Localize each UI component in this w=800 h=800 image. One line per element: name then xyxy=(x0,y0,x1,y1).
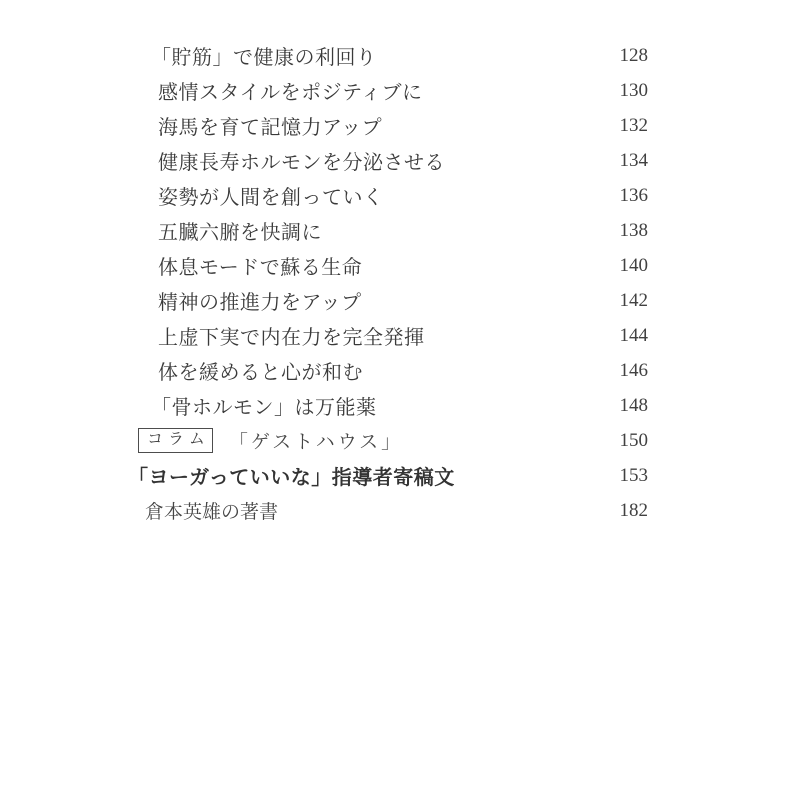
toc-entry-title-group xyxy=(138,427,403,454)
toc-entry-title: 姿勢が人間を創っていく xyxy=(158,187,384,209)
toc-entry xyxy=(128,283,648,318)
toc-entry xyxy=(128,318,648,353)
toc-entry-page-number: 148 xyxy=(619,394,648,416)
toc-entry-title: 体息モードで蘇る生命 xyxy=(158,257,363,279)
toc-entry-title: 「ヨーガっていいな」指導者寄稿文 xyxy=(128,467,455,489)
toc-entry xyxy=(128,388,648,423)
table-of-contents xyxy=(128,38,648,528)
toc-entry xyxy=(128,458,648,493)
toc-entry-title: 精神の推進力をアップ xyxy=(158,292,362,314)
toc-entry-title: 「貯筋」で健康の利回り xyxy=(151,47,377,69)
toc-entry-page-number: 153 xyxy=(619,464,648,486)
toc-entry-column xyxy=(128,423,648,458)
toc-entry-title: 海馬を育て記憶力アップ xyxy=(158,117,383,139)
toc-entry-page-number: 128 xyxy=(619,44,648,66)
toc-entry xyxy=(128,143,648,178)
toc-entry-page-number: 138 xyxy=(619,219,648,241)
toc-entry xyxy=(128,493,648,528)
toc-entry-page-number: 140 xyxy=(619,254,648,276)
toc-entry xyxy=(128,353,648,388)
toc-entry xyxy=(128,178,648,213)
toc-entry-page-number: 136 xyxy=(619,184,648,206)
toc-entry-title: 「ゲストハウス」 xyxy=(228,432,404,453)
toc-entry-title: 「骨ホルモン」は万能薬 xyxy=(151,397,377,419)
toc-entry-title: 健康長寿ホルモンを分泌させる xyxy=(158,152,445,174)
toc-entry-page-number: 142 xyxy=(619,289,648,311)
toc-entry-title: 五臓六腑を快調に xyxy=(158,222,322,244)
toc-entry xyxy=(128,73,648,108)
toc-entry-page-number: 144 xyxy=(619,324,648,346)
toc-entry-title: 体を緩めると心が和む xyxy=(158,362,363,384)
toc-entry xyxy=(128,248,648,283)
toc-entry xyxy=(128,108,648,143)
toc-entry-title: 感情スタイルをポジティブに xyxy=(158,82,423,104)
toc-entry-title: 倉本英雄の著書 xyxy=(145,502,279,523)
column-label-box: コラム xyxy=(138,428,213,453)
toc-entry-page-number: 130 xyxy=(619,79,648,101)
toc-entry-title: 上虚下実で内在力を完全発揮 xyxy=(158,327,425,349)
toc-entry-page-number: 150 xyxy=(619,429,648,451)
toc-entry xyxy=(128,38,648,73)
toc-entry xyxy=(128,213,648,248)
toc-entry-page-number: 132 xyxy=(619,114,648,136)
toc-entry-page-number: 134 xyxy=(619,149,648,171)
toc-entry-page-number: 146 xyxy=(619,359,648,381)
toc-entry-page-number: 182 xyxy=(619,499,648,521)
